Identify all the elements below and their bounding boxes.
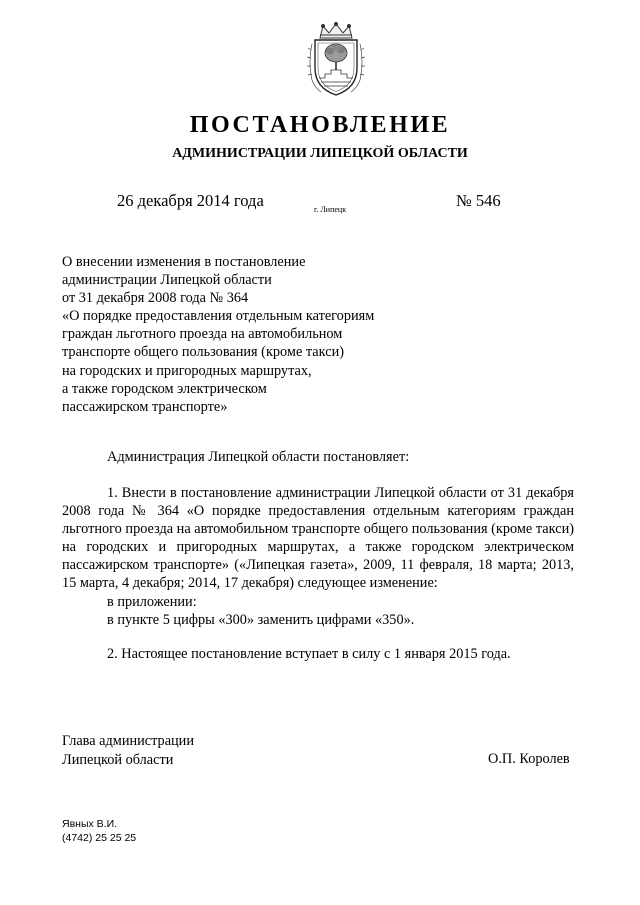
signatory-position: [62, 732, 194, 769]
clause-1-line: в приложении:: [107, 593, 197, 610]
clause-1: [62, 484, 574, 629]
subject-line: администрации Липецкой области: [62, 272, 272, 289]
subject-line: граждан льготного проезда на автомобильном: [62, 326, 343, 343]
executor-info: [62, 817, 136, 845]
executor-name: Явных В.И.: [62, 818, 118, 830]
signatory-name: О.П. Королев: [488, 751, 570, 767]
executor-phone: (4742) 25 25 25: [62, 832, 137, 844]
subject-line: от 31 декабря 2008 года № 364: [62, 290, 249, 307]
subject-line: пассажирском транспорте»: [62, 398, 228, 415]
subject-line: О внесении изменения в постановление: [62, 254, 306, 270]
document-city: г. Липецк: [314, 205, 347, 214]
signatory-position-line: Глава администрации: [62, 733, 194, 749]
clause-1-line: в пункте 5 цифры «300» заменить цифрами «350».: [107, 611, 415, 628]
subject-line: «О порядке предоставления отдельным категориям: [62, 308, 375, 325]
clause-1-line: 15 марта, 4 декабря; 2014, 17 декабря) следующее изменение:: [62, 575, 438, 592]
clause-1-line: 2008 года № 364 «О порядке предоставления отдельным категориям граждан: [62, 503, 574, 520]
subject-line: а также городском электрическом: [62, 380, 267, 397]
issuing-authority: АДМИНИСТРАЦИИ ЛИПЕЦКОЙ ОБЛАСТИ: [172, 146, 468, 161]
coat-of-arms-emblem: [303, 22, 369, 98]
clause-2: 2. Настоящее постановление вступает в силу с 1 января 2015 года.: [107, 646, 511, 662]
subject-line: на городских и пригородных маршрутах,: [62, 362, 312, 379]
document-date: 26 декабря 2014 года: [117, 191, 264, 210]
preamble: Администрация Липецкой области постановляет:: [107, 449, 410, 465]
clause-1-line: на городских и пригородных маршрутах, а также городском электрическом: [62, 539, 574, 556]
clause-1-line: льготного проезда на автомобильном транспорте общего пользования (кроме такси): [62, 521, 574, 538]
signatory-position-line: Липецкой области: [62, 751, 174, 768]
document-number: № 546: [456, 191, 501, 210]
clause-1-line: пассажирском транспорте» («Липецкая газета», 2009, 11 февраля, 18 марта; 2013,: [62, 557, 574, 574]
document-title: ПОСТАНОВЛЕНИЕ: [189, 112, 451, 138]
subject-line: транспорте общего пользования (кроме такси): [62, 344, 345, 361]
clause-1-line: 1. Внести в постановление администрации Липецкой области от 31 декабря: [107, 485, 574, 501]
document-subject: [62, 253, 442, 416]
